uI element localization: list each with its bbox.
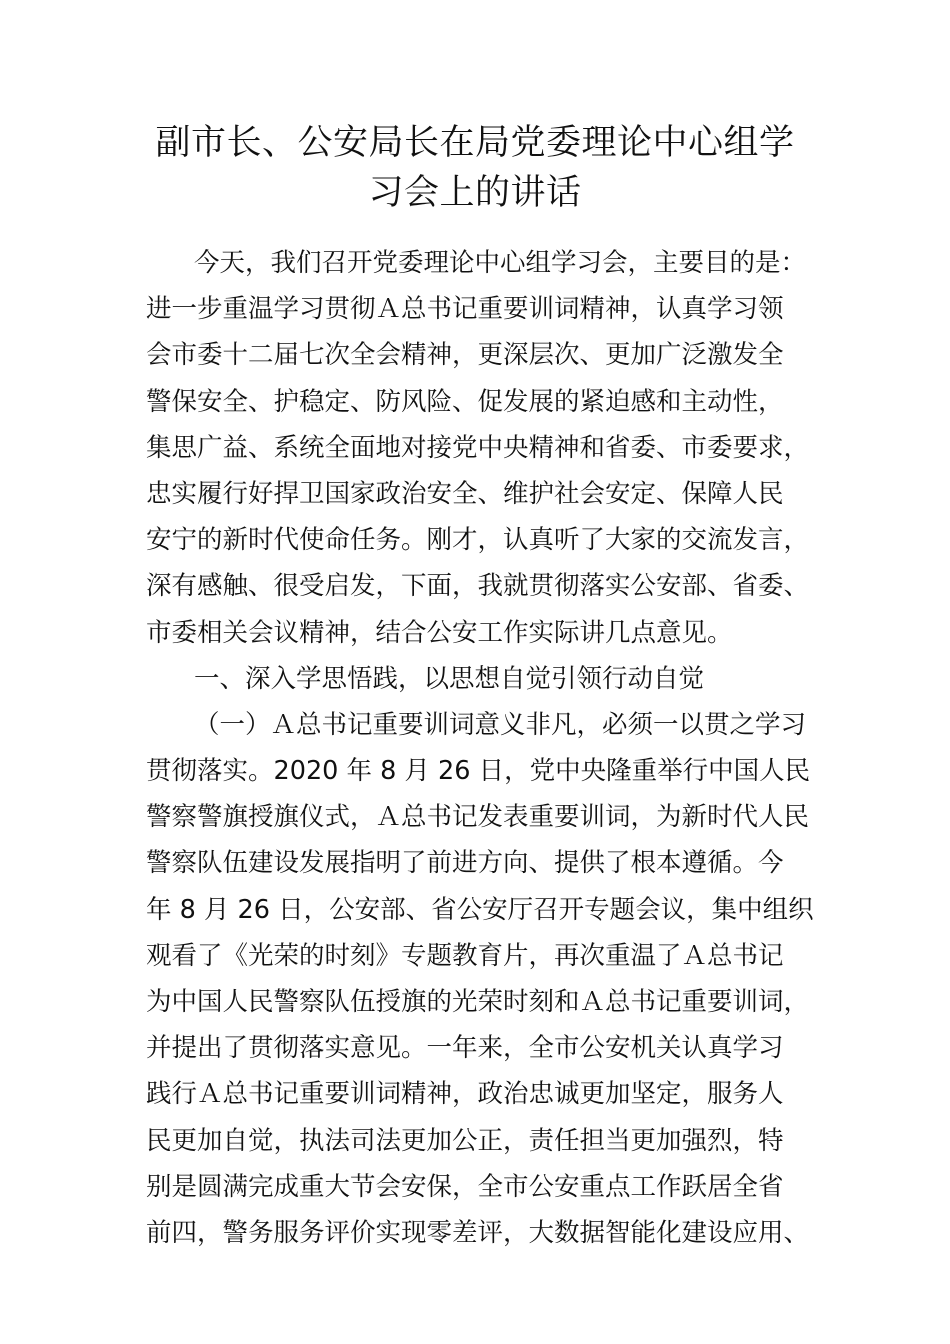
paragraph-line: 为中国人民警察队伍授旗的光荣时刻和Ａ总书记重要训词，: [146, 987, 810, 1017]
paragraph-line: 年 8 月 26 日，公安部、省公安厅召开专题会议，集中组织: [146, 894, 814, 925]
paragraph-line: 进一步重温学习贯彻Ａ总书记重要训词精神，认真学习领: [146, 294, 784, 325]
paragraph-line: 警保安全、护稳定、防风险、促发展的紧迫感和主动性，: [146, 386, 784, 417]
paragraph-line: 贯彻落实。2020 年 8 月 26 日，党中央隆重举行中国人民: [146, 756, 811, 787]
paragraph-line: 并提出了贯彻落实意见。一年来，全市公安机关认真学习: [146, 1033, 784, 1064]
paragraph-line: 集思广益、系统全面地对接党中央精神和省委、市委要求，: [146, 432, 810, 463]
paragraph-line: 今天，我们召开党委理论中心组学习会，主要目的是：: [194, 248, 807, 278]
document-body: [146, 240, 814, 1256]
section-heading: 一、深入学思悟践，以思想自觉引领行动自觉: [194, 663, 705, 694]
paragraph-line: 市委相关会议精神，结合公安工作实际讲几点意见。: [146, 617, 733, 648]
paragraph-line: 警察警旗授旗仪式，Ａ总书记发表重要训词，为新时代人民: [146, 802, 810, 833]
paragraph-line: 别是圆满完成重大节会安保，全市公安重点工作跃居全省: [146, 1171, 784, 1202]
paragraph-line: 践行Ａ总书记重要训词精神，政治忠诚更加坚定，服务人: [146, 1079, 784, 1110]
paragraph-line: 警察队伍建设发展指明了前进方向、提供了根本遵循。今: [146, 848, 784, 879]
paragraph-line: 深有感触、很受启发，下面，我就贯彻落实公安部、省委、: [146, 571, 810, 602]
paragraph-line: 民更加自觉，执法司法更加公正，责任担当更加强烈，特: [146, 1125, 784, 1156]
paragraph-line: （一）Ａ总书记重要训词意义非凡，必须一以贯之学习: [194, 709, 807, 740]
title-line-2: 习会上的讲话: [368, 173, 582, 213]
paragraph-line: 观看了《光荣的时刻》专题教育片，再次重温了Ａ总书记: [146, 940, 784, 971]
paragraph-line: 会市委十二届七次全会精神，更深层次、更加广泛激发全: [146, 340, 784, 371]
paragraph-line: 忠实履行好捍卫国家政治安全、维护社会安定、保障人民: [146, 478, 784, 509]
title-line-1: 副市长、公安局长在局党委理论中心组学: [155, 123, 795, 163]
paragraph-line: 前四，警务服务评价实现零差评，大数据智能化建设应用、: [146, 1217, 810, 1248]
paragraph-line: 安宁的新时代使命任务。刚才，认真听了大家的交流发言，: [146, 525, 810, 556]
document-title: [140, 118, 810, 218]
